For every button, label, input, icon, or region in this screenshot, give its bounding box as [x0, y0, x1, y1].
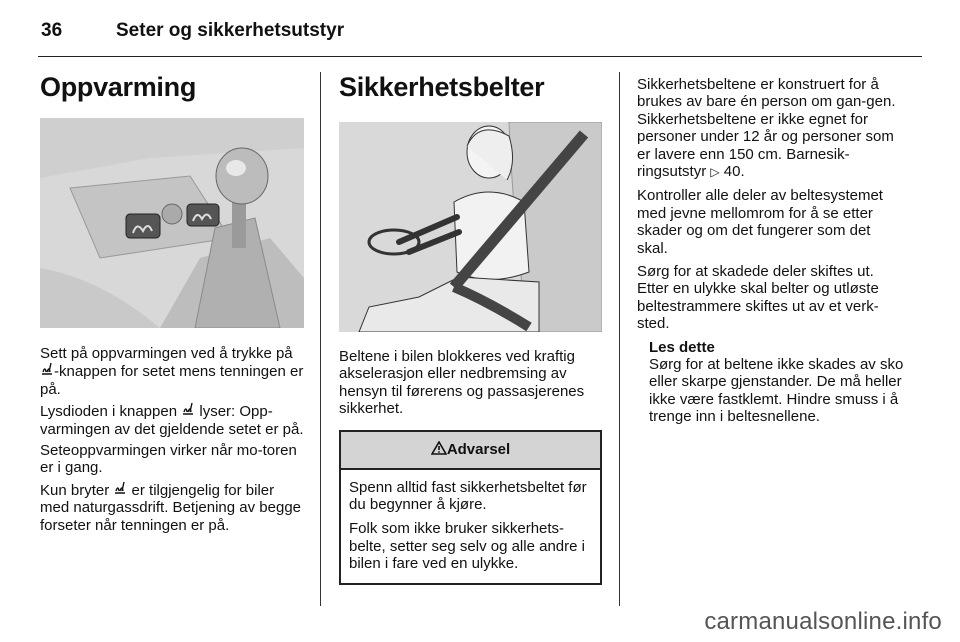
- watermark: carmanualsonline.info: [704, 608, 942, 635]
- section-title: Seter og sikkerhetsutstyr: [116, 20, 345, 41]
- column-divider: [619, 72, 620, 606]
- seat-heating-icon: [40, 362, 54, 376]
- info-paragraph: Sikkerhetsbeltene er konstruert for å brukes av bare én person om gan-gen. Sikkerhetsbeltene er ikke egnet for personer under 12 år og personer som er lavere enn 150 cm. Barnesik-ringsutstyr ▷ 40.: [637, 76, 896, 181]
- page-number: 36: [41, 20, 63, 41]
- seat-heating-icon: [181, 402, 195, 416]
- gear-shift-heated-seat-buttons-illustration: [40, 118, 304, 328]
- heating-paragraph: Lysdioden i knappen lyser: Opp-varmingen av det gjeldende setet er på.: [40, 403, 304, 438]
- note-block: [637, 339, 905, 426]
- heating-column: [40, 72, 304, 538]
- warning-triangle-icon: [431, 441, 447, 455]
- heating-heading: Oppvarming: [40, 72, 197, 102]
- seatbelts-column: [339, 72, 602, 585]
- page-header: [38, 18, 922, 57]
- seatbelt-info-column: [637, 76, 905, 429]
- warning-header: [341, 432, 600, 470]
- heating-paragraph: Kun bryter er tilgjengelig for biler med naturgassdrift. Betjening av begge forseter når tenningen er på.: [40, 481, 301, 534]
- heating-paragraph: Seteoppvarmingen virker når mo-toren er i gang.: [40, 442, 297, 477]
- heating-paragraph: Sett på oppvarmingen ved å trykke på -knappen for setet mens tenningen er på.: [40, 345, 304, 398]
- info-paragraph: Sørg for at skadede deler skiftes ut. Etter en ulykke skal belter og utløste beltestrammere skiftes ut av et verk-sted.: [637, 263, 879, 333]
- note-text: Sørg for at beltene ikke skades av sko eller skarpe gjenstander. De må heller ikke være fastklemt. Hindre smuss i å trenge inn i beltesnellene.: [649, 355, 904, 425]
- warning-paragraph: Folk som ikke bruker sikkerhets-belte, setter seg selv og alle andre i bilen i fare ved en ulykke.: [349, 520, 585, 573]
- seatbelts-paragraph: Beltene i bilen blokkeres ved kraftig akselerasjon eller nedbremsing av hensyn til førerens og passasjerenes sikkerhet.: [339, 348, 585, 418]
- warning-box: [339, 430, 602, 585]
- note-title: Les dette: [649, 338, 715, 356]
- warning-paragraph: Spenn alltid fast sikkerhetsbeltet før du begynner å kjøre.: [349, 478, 587, 514]
- reference-arrow-icon: ▷: [710, 165, 720, 180]
- column-divider: [320, 72, 321, 606]
- seatbelts-heading: Sikkerhetsbelter: [339, 72, 545, 102]
- warning-title: Advarsel: [446, 440, 511, 458]
- seat-heating-icon: [113, 481, 127, 495]
- info-paragraph: Kontroller alle deler av beltesystemet med jevne mellomrom for å se etter skader og om det fungerer som det skal.: [637, 187, 883, 257]
- driver-wearing-seatbelt-illustration: [339, 122, 602, 332]
